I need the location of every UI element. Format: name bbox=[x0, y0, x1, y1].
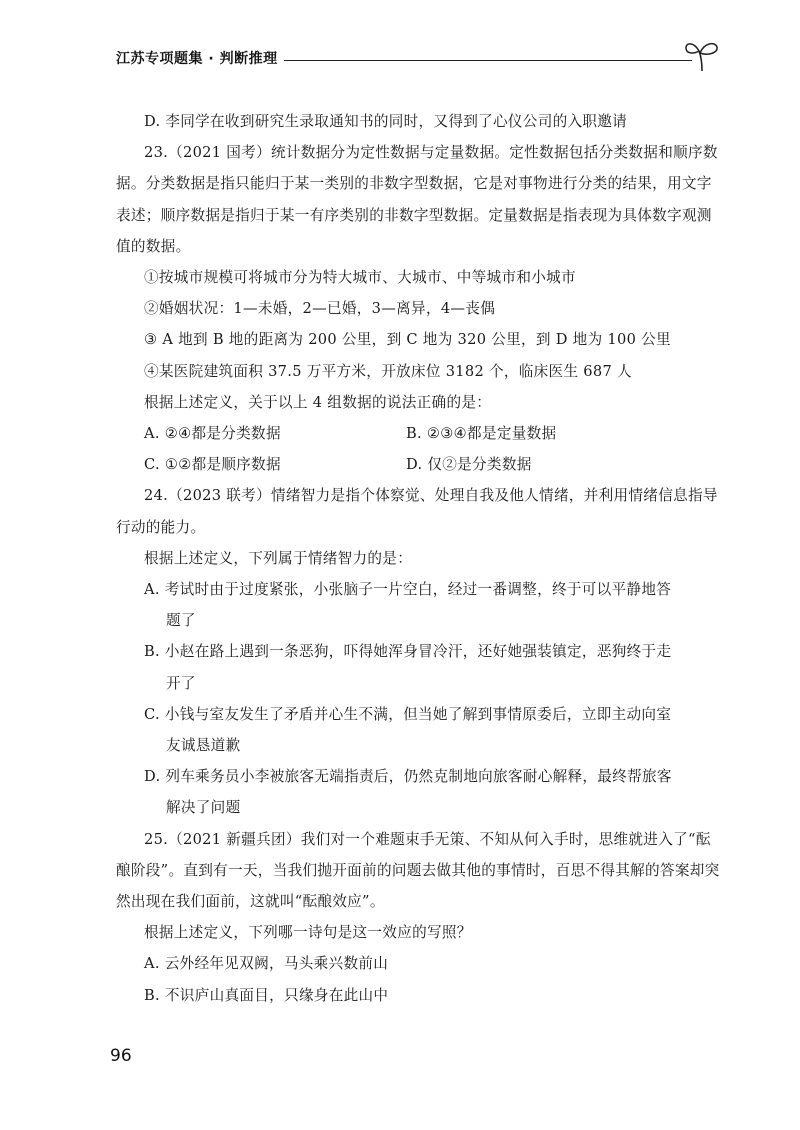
page-number: 96 bbox=[110, 1046, 132, 1066]
q24-option-d-line2: 解决了问题 bbox=[166, 799, 241, 817]
header-rule bbox=[284, 60, 692, 61]
q23-option-b: B. ②③④都是定量数据 bbox=[406, 425, 557, 443]
q23-question: 根据上述定义，关于以上 4 组数据的说法正确的是： bbox=[144, 393, 492, 411]
q23-stem: 23.（2021 国考）统计数据分为定性数据与定量数据。定性数据包括分类数据和顺序数据。分类数据是指只能归于某一类别的非数字型数据，它是对事物进行分类的结果，用文字表述；顺序数据是指归于某一有序类别的非数字型数据。定量数据是指表现为具体数字观测值的数据。 bbox=[116, 144, 718, 255]
page-content bbox=[116, 106, 720, 1011]
q24-option-c bbox=[116, 699, 720, 761]
q25-option-a: A. 云外经年见双阙，马头乘兴数前山 bbox=[144, 955, 389, 973]
q24-option-a bbox=[116, 574, 720, 636]
q24-option-d-line1: D. 列车乘务员小李被旅客无端指责后，仍然克制地向旅客耐心解释，最终帮旅客 bbox=[144, 768, 672, 786]
q24-option-a-line1: A. 考试时由于过度紧张，小张脑子一片空白，经过一番调整，终于可以平静地答 bbox=[144, 581, 672, 599]
q24-option-a-line2: 题了 bbox=[166, 612, 196, 630]
q24-stem: 24.（2023 联考）情绪智力是指个体察觉、处理自我及他人情绪，并利用情绪信息指导行动的能力。 bbox=[116, 487, 718, 536]
q23-option-c: C. ①②都是顺序数据 bbox=[144, 456, 281, 474]
q23-item-1: ①按城市规模可将城市分为特大城市、大城市、中等城市和小城市 bbox=[144, 269, 576, 287]
q23-option-a: A. ②④都是分类数据 bbox=[144, 425, 281, 443]
q23-item-2: ②婚姻状况：1—未婚，2—已婚，3—离异，4—丧偶 bbox=[144, 300, 496, 318]
prev-option-d: D. 李同学在收到研究生录取通知书的同时，又得到了心仪公司的入职邀请 bbox=[144, 113, 628, 130]
q25-option-b: B. 不识庐山真面目，只缘身在此山中 bbox=[144, 986, 389, 1004]
q24-option-c-line2: 友诚恳道歉 bbox=[166, 737, 241, 755]
q24-option-b-line1: B. 小赵在路上遇到一条恶狗，吓得她浑身冒冷汗，还好她强装镇定，恶狗终于走 bbox=[144, 643, 672, 661]
q23-item-4: ④某医院建筑面积 37.5 万平方米，开放床位 3182 个，临床医生 687 人 bbox=[144, 362, 632, 380]
q24-option-c-line1: C. 小钱与室友发生了矛盾并心生不满，但当她了解到事情原委后，立即主动向室 bbox=[144, 705, 672, 723]
q24-option-d bbox=[116, 761, 720, 823]
q23-option-d: D. 仅②是分类数据 bbox=[406, 456, 532, 474]
q23-options-row-1 bbox=[116, 418, 720, 449]
page-header bbox=[116, 46, 716, 76]
q24-question: 根据上述定义，下列属于情绪智力的是： bbox=[144, 549, 413, 567]
q25-stem: 25.（2021 新疆兵团）我们对一个难题束手无策、不知从何入手时，思维就进入了“酝酿阶段”。直到有一天，当我们抛开面前的问题去做其他的事情时，百思不得其解的答案却突然出现在我们面前，这就叫“酝酿效应”。 bbox=[116, 830, 720, 911]
header-title: 江苏专项题集 · 判断推理 bbox=[116, 51, 278, 67]
q24-option-b bbox=[116, 636, 720, 698]
q25-question: 根据上述定义，下列哪一诗句是这一效应的写照？ bbox=[144, 924, 472, 942]
sprout-icon bbox=[684, 38, 720, 72]
q23-item-3: ③ A 地到 B 地的距离为 200 公里，到 C 地为 320 公里，到 D 地为 100 公里 bbox=[144, 331, 671, 349]
q23-options-row-2 bbox=[116, 449, 720, 480]
q24-option-b-line2: 开了 bbox=[166, 674, 196, 692]
